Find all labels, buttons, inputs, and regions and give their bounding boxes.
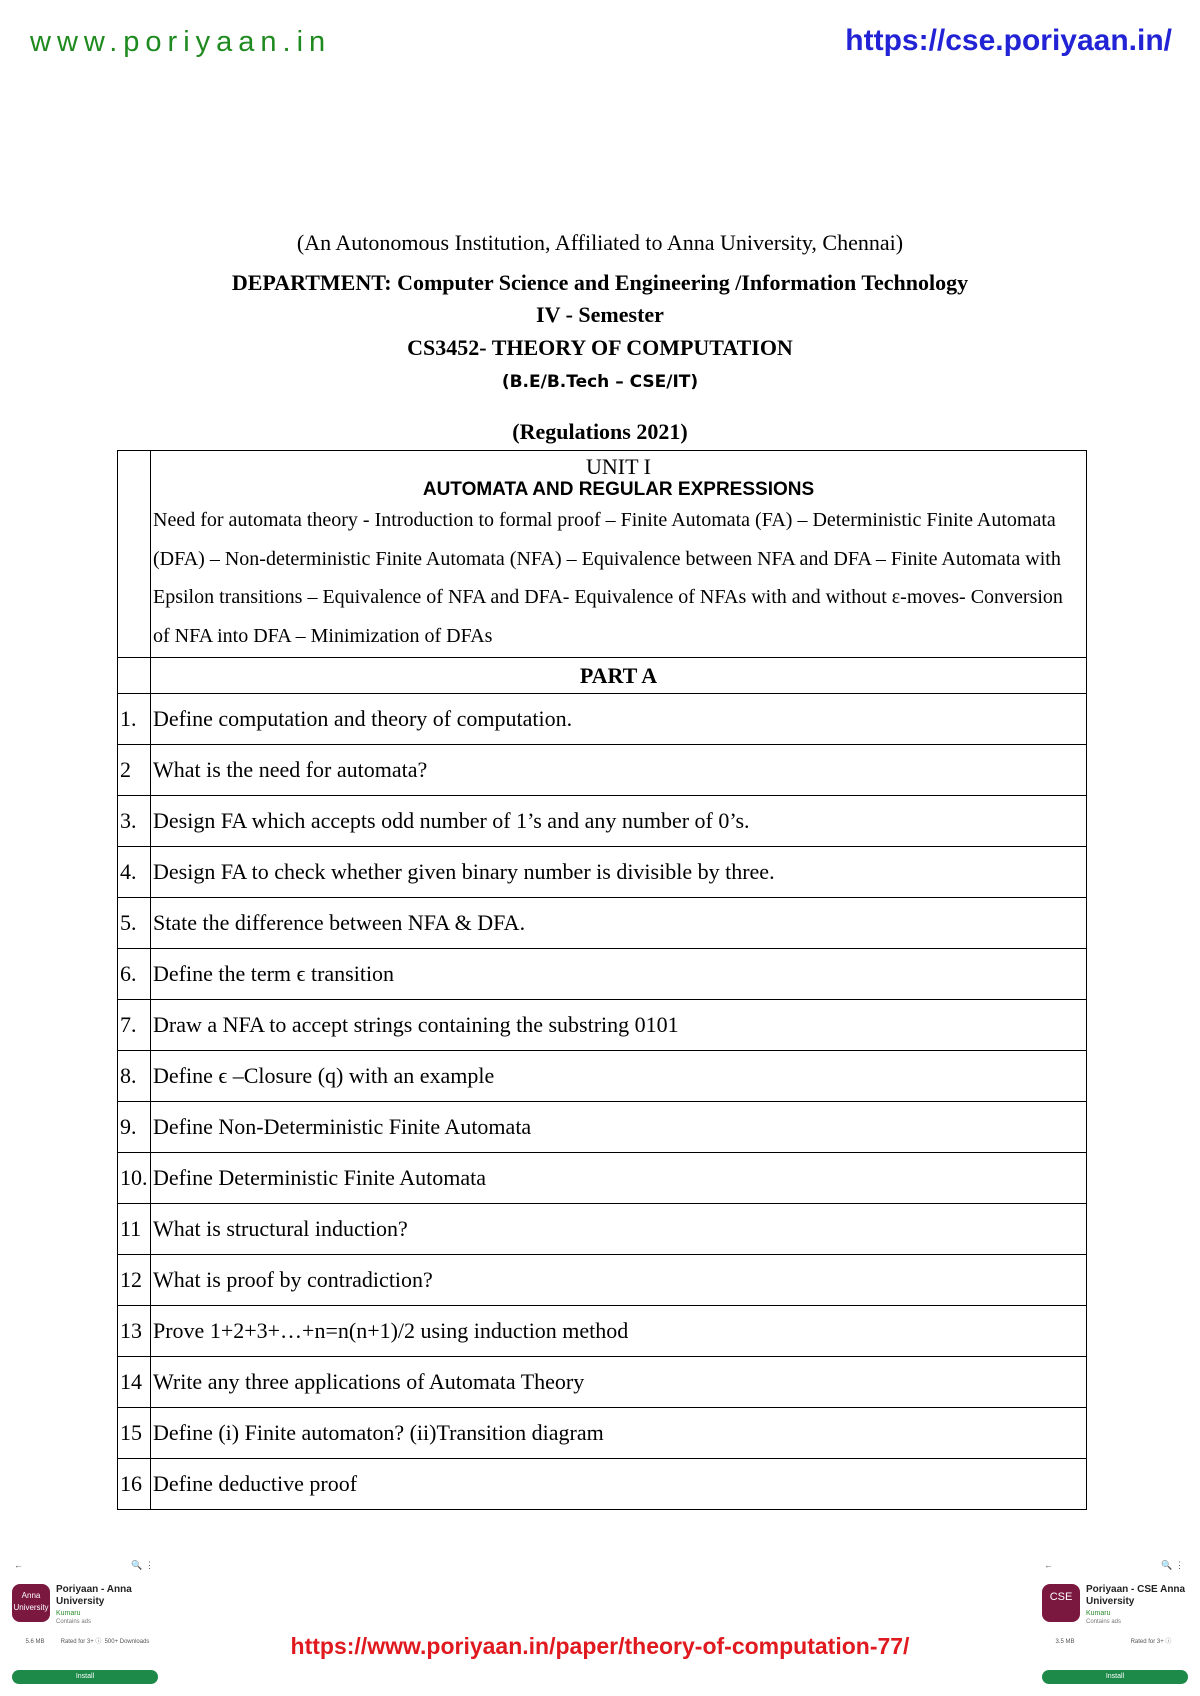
- unit-syllabus: Need for automata theory - Introduction to formal proof – Finite Automata (FA) – Deterministic Finite Automata (DFA) – Non-deterministic Finite Automata (NFA) – Equivalence between NFA and DFA – Finite Automata with Epsilon transitions – Equivalence of NFA and DFA- Equivalence of NFAs with and without ε-moves- Conversion of NFA into DFA – Minimization of DFAs: [153, 509, 1063, 647]
- question-number: 11: [118, 1204, 151, 1255]
- institution-line: (An Autonomous Institution, Affiliated to Anna University, Chennai): [296, 230, 904, 255]
- app-downloads: 500+ Downloads: [104, 1639, 150, 1645]
- install-button[interactable]: Install: [12, 1670, 158, 1684]
- question-text: State the difference between NFA & DFA.: [151, 898, 1087, 949]
- question-number: 7.: [118, 1000, 151, 1051]
- question-number: 3.: [118, 796, 151, 847]
- unit-num-cell: [118, 451, 151, 658]
- table-row: [118, 1102, 1087, 1153]
- question-number: 16: [118, 1459, 151, 1510]
- question-text: Define deductive proof: [151, 1459, 1087, 1510]
- header-site-link[interactable]: www.poriyaan.in: [30, 26, 332, 58]
- app-logo: Anna University: [12, 1584, 50, 1622]
- question-text: Define (i) Finite automaton? (ii)Transition diagram: [151, 1408, 1087, 1459]
- table-row: [118, 1153, 1087, 1204]
- search-more-icon[interactable]: 🔍 ⋮: [1161, 1560, 1184, 1570]
- table-row: [118, 1357, 1087, 1408]
- question-text: Define computation and theory of computation.: [151, 694, 1087, 745]
- question-number: 2: [118, 745, 151, 796]
- question-number: 5.: [118, 898, 151, 949]
- part-a-heading: PART A: [151, 658, 1087, 694]
- app-card-anna[interactable]: [10, 1560, 160, 1686]
- question-number: 9.: [118, 1102, 151, 1153]
- question-text: What is structural induction?: [151, 1204, 1087, 1255]
- unit-title: UNIT I: [586, 454, 651, 479]
- table-row: [118, 694, 1087, 745]
- search-more-icon[interactable]: 🔍 ⋮: [131, 1560, 154, 1570]
- question-text: Design FA which accepts odd number of 1’s and any number of 0’s.: [151, 796, 1087, 847]
- part-a-num-cell: [118, 658, 151, 694]
- question-number: 15: [118, 1408, 151, 1459]
- table-row: [118, 1408, 1087, 1459]
- app-size: 3.5 MB: [1055, 1639, 1075, 1645]
- table-row: [118, 1051, 1087, 1102]
- question-text: Define ϵ –Closure (q) with an example: [151, 1051, 1087, 1102]
- app-size: 5.6 MB: [25, 1639, 45, 1645]
- question-number: 12: [118, 1255, 151, 1306]
- install-button[interactable]: Install: [1042, 1670, 1188, 1684]
- question-number: 6.: [118, 949, 151, 1000]
- back-arrow-icon[interactable]: ←: [1044, 1560, 1053, 1570]
- question-number: 13: [118, 1306, 151, 1357]
- table-row: [118, 847, 1087, 898]
- question-table: [117, 450, 1087, 1510]
- table-row: [118, 949, 1087, 1000]
- card-topbar: [1040, 1560, 1190, 1574]
- header-cse-link[interactable]: https://cse.poriyaan.in/: [845, 24, 1172, 57]
- table-row: [118, 796, 1087, 847]
- app-rating: Rated for 3+ ⓘ: [60, 1639, 102, 1645]
- question-text: Define Non-Deterministic Finite Automata: [151, 1102, 1087, 1153]
- app-publisher: Kumaru: [56, 1610, 81, 1617]
- semester-line: IV - Semester: [536, 302, 664, 327]
- question-text: Define Deterministic Finite Automata: [151, 1153, 1087, 1204]
- question-text: What is proof by contradiction?: [151, 1255, 1087, 1306]
- regulations-line: (Regulations 2021): [512, 419, 688, 444]
- question-text: What is the need for automata?: [151, 745, 1087, 796]
- app-publisher: Kumaru: [1086, 1610, 1111, 1617]
- app-logo: CSE: [1042, 1584, 1080, 1622]
- programme-line: (B.E/B.Tech – CSE/IT): [501, 372, 699, 392]
- app-ads-note: Contains ads: [1086, 1619, 1122, 1625]
- question-text: Design FA to check whether given binary number is divisible by three.: [151, 847, 1087, 898]
- app-card-cse[interactable]: [1040, 1560, 1190, 1686]
- app-rating: Rated for 3+ ⓘ: [1130, 1639, 1172, 1645]
- table-row: [118, 898, 1087, 949]
- table-row: [118, 1204, 1087, 1255]
- app-ads-note: Contains ads: [56, 1619, 92, 1625]
- question-text: Define the term ϵ transition: [151, 949, 1087, 1000]
- question-text: Write any three applications of Automata Theory: [151, 1357, 1087, 1408]
- question-text: Draw a NFA to accept strings containing the substring 0101: [151, 1000, 1087, 1051]
- unit-row: [118, 451, 1087, 658]
- table-row: [118, 1255, 1087, 1306]
- part-a-row: [118, 658, 1087, 694]
- app-name: Poriyaan - Anna University: [56, 1584, 132, 1607]
- question-number: 8.: [118, 1051, 151, 1102]
- question-number: 14: [118, 1357, 151, 1408]
- app-name: Poriyaan - CSE Anna University: [1086, 1584, 1186, 1607]
- question-number: 10.: [118, 1153, 151, 1204]
- department-line: DEPARTMENT: Computer Science and Engineering /Information Technology: [231, 270, 969, 295]
- card-topbar: [10, 1560, 160, 1574]
- question-number: 1.: [118, 694, 151, 745]
- table-row: [118, 1000, 1087, 1051]
- table-row: [118, 1306, 1087, 1357]
- table-row: [118, 1459, 1087, 1510]
- table-row: [118, 745, 1087, 796]
- course-title: CS3452- THEORY OF COMPUTATION: [407, 335, 793, 360]
- unit-cell: [151, 451, 1087, 658]
- question-text: Prove 1+2+3+…+n=n(n+1)/2 using induction method: [151, 1306, 1087, 1357]
- unit-subtitle: AUTOMATA AND REGULAR EXPRESSIONS: [422, 479, 815, 500]
- footer-paper-link[interactable]: https://www.poriyaan.in/paper/theory-of-computation-77/: [290, 1633, 910, 1659]
- back-arrow-icon[interactable]: ←: [14, 1560, 23, 1570]
- question-number: 4.: [118, 847, 151, 898]
